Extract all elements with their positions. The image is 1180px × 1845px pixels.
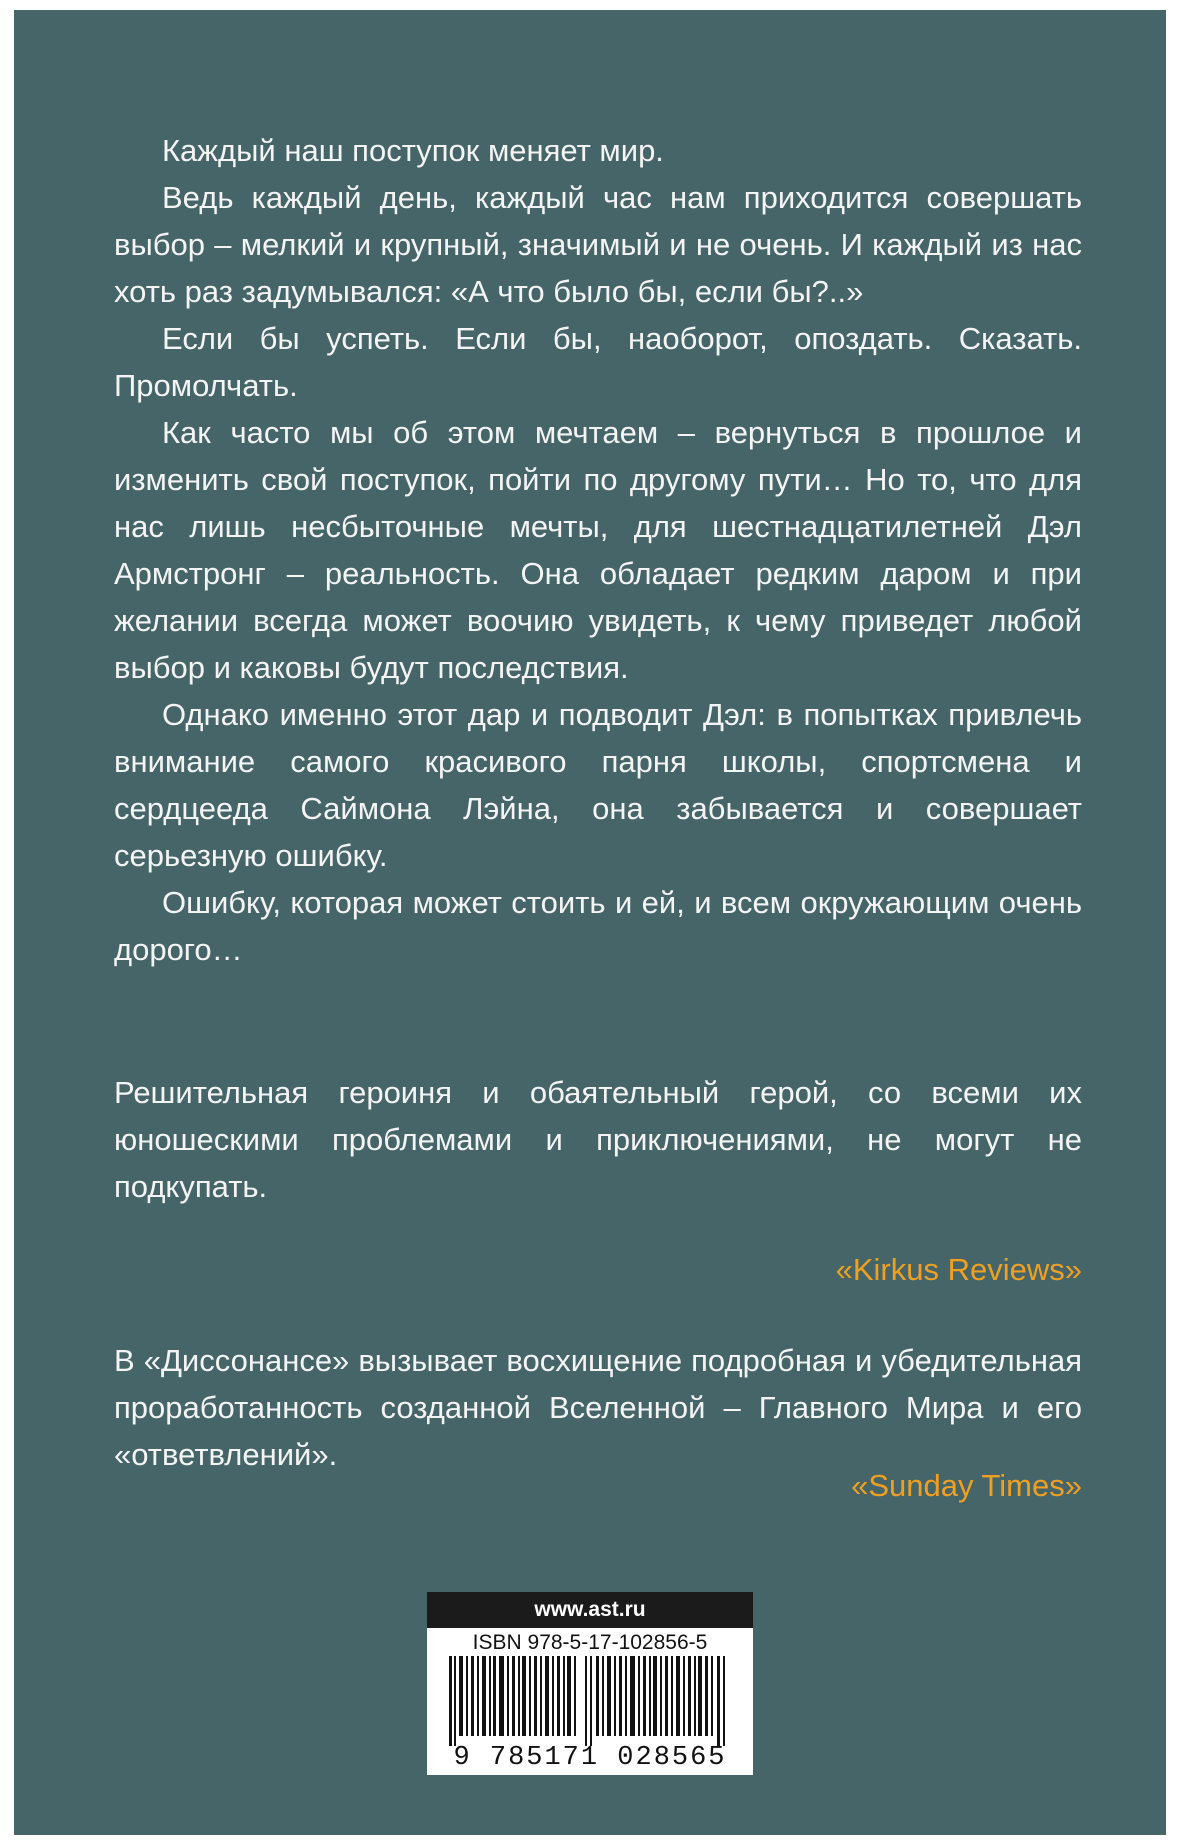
review-text: В «Диссонансе» вызывает восхищение подробная и убедительная проработанность созданной Вселенной – Главного Мира и его «ответвлений». [114, 1343, 1082, 1472]
isbn-label: ISBN 978-5-17-102856-5 [472, 1631, 708, 1654]
publisher-website: www.ast.ru [427, 1592, 753, 1628]
barcode-icon [445, 1656, 735, 1746]
back-cover [14, 10, 1166, 1835]
review-quote [114, 1337, 1082, 1478]
synopsis [114, 127, 1082, 973]
barcode-panel [427, 1592, 753, 1775]
synopsis-paragraph: Ведь каждый день, каждый час нам приходится совершать выбор – мелкий и крупный, значимый и не очень. И каждый из нас хоть раз задумывался: «А что было бы, если бы?..» [114, 180, 1082, 309]
review-text: Решительная героиня и обаятельный герой, со всеми их юношескими проблемами и приключениями, не могут не подкупать. [114, 1075, 1082, 1204]
review-source: «Kirkus Reviews» [835, 1252, 1082, 1287]
synopsis-paragraph: Если бы успеть. Если бы, наоборот, опоздать. Сказать. Промолчать. [114, 321, 1082, 403]
synopsis-paragraph: Однако именно этот дар и подводит Дэл: в попытках привлечь внимание самого красивого парня школы, спортсмена и сердцееда Саймона Лэйна, она забывается и совершает серьезную ошибку. [114, 697, 1082, 873]
synopsis-paragraph: Каждый наш поступок меняет мир. [162, 133, 664, 168]
barcode-digits: 9 785171 028565 [453, 1743, 727, 1773]
synopsis-paragraph: Как часто мы об этом мечтаем – вернуться в прошлое и изменить свой поступок, пойти по другому пути… Но то, что для нас лишь несбыточные мечты, для шестнадцатилетней Дэл Армстронг – реальность. Она обладает редким даром и при желании всегда может воочию увидеть, к чему приведет любой выбор и каковы будут последствия. [114, 415, 1082, 685]
review-quote [114, 1069, 1082, 1210]
synopsis-paragraph: Ошибку, которая может стоить и ей, и всем окружающим очень дорого… [114, 885, 1082, 967]
review-source: «Sunday Times» [851, 1468, 1082, 1503]
